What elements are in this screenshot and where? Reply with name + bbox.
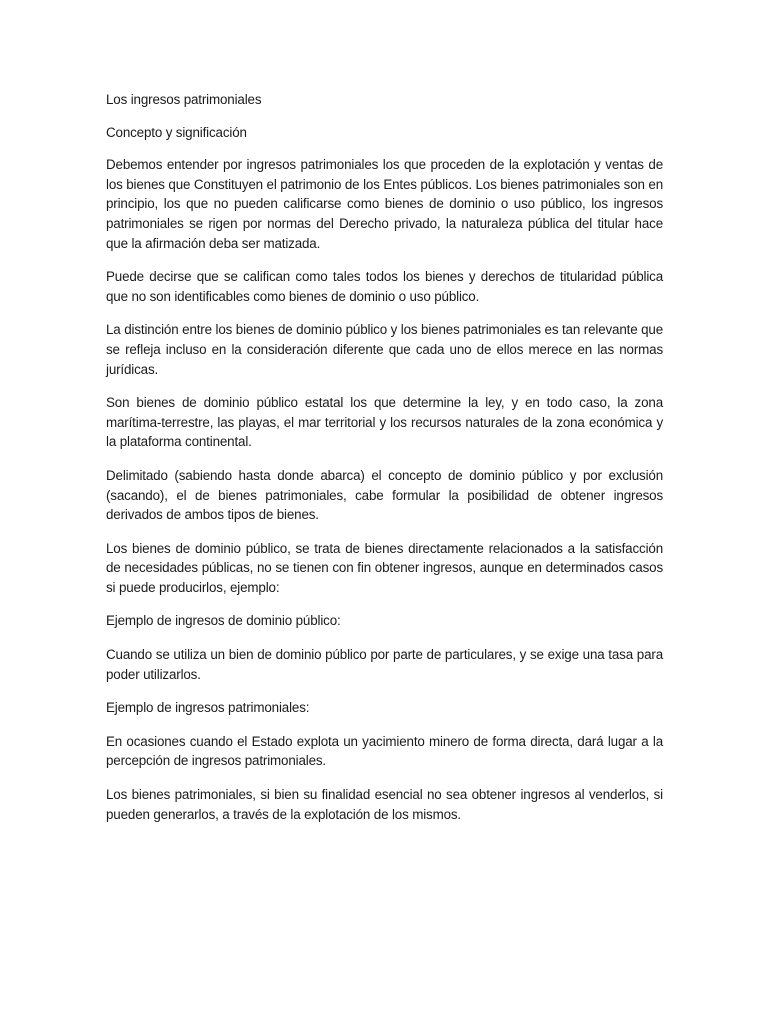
paragraph-conclusion: Los bienes patrimoniales, si bien su finalidad esencial no sea obtener ingresos al venderlos, si pueden generarlos, a través de la explotación de los mismos.	[106, 787, 663, 822]
document-title: Los ingresos patrimoniales	[106, 92, 262, 107]
paragraph-definition: Debemos entender por ingresos patrimoniales los que proceden de la explotación y ventas de los bienes que Constituyen el patrimonio de los Entes públicos. Los bienes patrimoniales son en principio, los que no pueden calificarse como bienes de dominio o uso público, los ingresos patrimoniales se rigen por normas del Derecho privado, la naturaleza pública del titular hace que la afirmación deba ser matizada.	[106, 157, 663, 251]
paragraph-example-patrimonial-heading: Ejemplo de ingresos patrimoniales:	[106, 700, 310, 716]
paragraph-example-patrimonial-text: En ocasiones cuando el Estado explota un yacimiento minero de forma directa, dará lugar a la percepción de ingresos patrimoniales.	[106, 733, 663, 769]
paragraph-distinction: La distinción entre los bienes de dominio público y los bienes patrimoniales es tan relevante que se refleja incluso en la consideración diferente que cada uno de ellos merece en las normas jurídicas.	[106, 322, 663, 377]
paragraph-example-public-heading: Ejemplo de ingresos de dominio público:	[106, 613, 341, 629]
paragraph-qualification: Puede decirse que se califican como tales todos los bienes y derechos de titularidad pública que no son identificables como bienes de dominio o uso público.	[106, 269, 663, 304]
section-heading: Concepto y significación	[106, 124, 247, 140]
paragraph-public-domain-goods: Los bienes de dominio público, se trata de bienes directamente relacionados a la satisfacción de necesidades públicas, no se tienen con fin obtener ingresos, aunque en determinados casos si puede producirlos, ejemplo:	[106, 540, 663, 595]
paragraph-state-domain: Son bienes de dominio público estatal los que determine la ley, y en todo caso, la zona marítima-terrestre, las playas, el mar territorial y los recursos naturales de la zona económica y la plataforma continental.	[106, 395, 663, 450]
paragraph-example-public-text: Cuando se utiliza un bien de dominio público por parte de particulares, y se exige una tasa para poder utilizarlos.	[106, 647, 663, 682]
paragraph-delimitation: Delimitado (sabiendo hasta donde abarca) el concepto de dominio público y por exclusión (sacando), el de bienes patrimoniales, cabe formular la posibilidad de obtener ingresos derivados de ambos tipos de bienes.	[106, 467, 663, 523]
document-body	[106, 90, 663, 838]
